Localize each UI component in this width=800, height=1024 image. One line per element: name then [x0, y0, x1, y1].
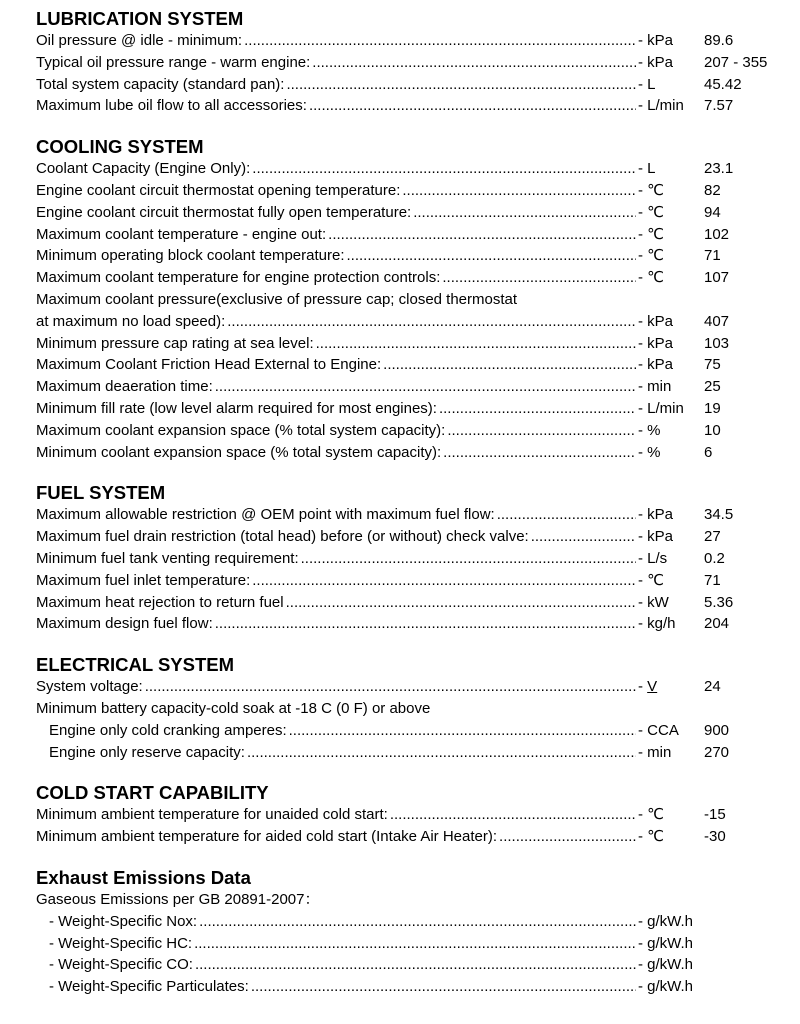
spec-unit: - ℃ [638, 225, 665, 243]
spec-unit: - ℃ [638, 203, 665, 221]
spec-unit: - min [638, 743, 672, 761]
spec-label: Maximum design fuel flow: [36, 615, 213, 633]
spec-label: Maximum fuel inlet temperature: [36, 571, 251, 589]
spec-section [36, 8, 776, 117]
spec-value: 107 [704, 269, 730, 287]
spec-label: Total system capacity (standard pan): [36, 75, 285, 93]
spec-section [36, 136, 776, 463]
spec-label: Maximum lube oil flow to all accessories: [36, 97, 307, 115]
spec-note: Gaseous Emissions per GB 20891-2007： [36, 890, 320, 908]
dot-leader [287, 720, 636, 742]
spec-label: Maximum coolant temperature - engine out: [36, 225, 327, 243]
spec-row [36, 504, 776, 526]
spec-value: 24 [704, 678, 721, 696]
spec-value: 27 [704, 528, 721, 546]
spec-unit: - % [638, 421, 661, 439]
spec-section [36, 867, 776, 998]
spec-label: Maximum allowable restriction @ OEM point with maximum fuel flow: [36, 506, 495, 524]
dot-leader [213, 376, 636, 398]
spec-value: 900 [704, 721, 730, 739]
spec-label: Oil pressure @ idle - minimum: [36, 32, 243, 49]
dot-leader [299, 548, 636, 570]
spec-row [36, 202, 776, 224]
spec-value: 103 [704, 334, 730, 352]
dot-leader [400, 180, 636, 202]
spec-row [36, 570, 776, 592]
dot-leader [284, 592, 636, 614]
spec-label: Minimum ambient temperature for unaided cold start: [36, 806, 388, 824]
spec-label: Minimum pressure cap rating at sea level: [36, 334, 314, 352]
spec-unit: - kW [638, 593, 669, 611]
spec-value: 19 [704, 399, 721, 417]
spec-unit: - kPa [638, 528, 674, 546]
spec-unit: - ℃ [638, 828, 665, 846]
spec-section [36, 482, 776, 635]
spec-note: Maximum coolant pressure(exclusive of pressure cap; closed thermostat [36, 290, 518, 308]
spec-row [36, 420, 776, 442]
spec-label: at maximum no load speed): [36, 312, 226, 330]
spec-label: - Weight-Specific HC: [49, 934, 193, 952]
spec-row [36, 592, 776, 614]
spec-unit: - kPa [638, 506, 674, 524]
spec-label: Minimum operating block coolant temperature: [36, 247, 345, 265]
spec-row [36, 613, 776, 635]
spec-unit: - kPa [638, 334, 674, 352]
spec-note: Minimum battery capacity-cold soak at -18 C (0 F) or above [36, 699, 431, 717]
spec-value: 75 [704, 356, 721, 374]
dot-leader [143, 676, 636, 698]
section-title: LUBRICATION SYSTEM [36, 8, 244, 29]
spec-section [36, 654, 776, 763]
dot-leader [249, 976, 636, 998]
spec-value: 25 [704, 378, 721, 396]
spec-sheet [36, 8, 776, 998]
spec-row [36, 976, 776, 998]
spec-unit: - ℃ [638, 247, 665, 265]
spec-unit: - kPa [638, 356, 674, 374]
section-title: COLD START CAPABILITY [36, 782, 269, 804]
spec-value: 71 [704, 571, 721, 589]
dot-leader [441, 442, 636, 464]
spec-value: 204 [704, 615, 730, 633]
spec-row [36, 720, 776, 742]
spec-value: 207 - 355 [704, 53, 768, 71]
dot-leader [310, 52, 636, 74]
dot-leader [225, 311, 636, 333]
dot-leader [440, 267, 636, 289]
spec-label: Coolant Capacity (Engine Only): [36, 160, 251, 178]
spec-label: Minimum fuel tank venting requirement: [36, 549, 299, 567]
spec-row [36, 676, 776, 698]
spec-unit: - ℃ [638, 181, 665, 199]
spec-unit: - kPa [638, 312, 674, 330]
spec-value: 23.1 [704, 160, 734, 178]
spec-label: Engine coolant circuit thermostat opening temperature: [36, 181, 401, 199]
dot-leader [192, 933, 636, 955]
spec-unit: - min [638, 378, 672, 396]
spec-row [36, 742, 776, 764]
spec-row [36, 911, 776, 933]
spec-value: 82 [704, 181, 721, 199]
spec-label: Maximum heat rejection to return fuel [36, 593, 284, 611]
spec-row [36, 180, 776, 202]
spec-row [36, 158, 776, 180]
spec-label: Engine only reserve capacity: [49, 743, 245, 761]
spec-row [36, 245, 776, 267]
spec-label: Minimum ambient temperature for aided cold start (Intake Air Heater): [36, 828, 498, 846]
spec-unit: - L/min [638, 97, 684, 115]
spec-unit: - CCA [638, 721, 679, 739]
spec-value: 94 [704, 203, 721, 221]
dot-leader [242, 30, 636, 52]
spec-row [36, 74, 776, 96]
dot-leader [213, 613, 636, 635]
spec-value: 34.5 [704, 506, 734, 524]
spec-label: - Weight-Specific Nox: [49, 912, 198, 930]
spec-value: 0.2 [704, 549, 725, 567]
dot-leader [445, 420, 636, 442]
dot-leader [307, 95, 636, 117]
spec-label: Minimum fill rate (low level alarm required for most engines): [36, 399, 437, 417]
dot-leader [314, 333, 636, 355]
spec-value: 6 [704, 443, 713, 461]
section-title: COOLING SYSTEM [36, 136, 204, 158]
spec-unit: - L/s [638, 549, 668, 567]
dot-leader [388, 804, 636, 826]
spec-row [36, 804, 776, 826]
spec-label: - Weight-Specific Particulates: [49, 978, 249, 996]
dot-leader [411, 202, 636, 224]
spec-value: 270 [704, 743, 730, 761]
spec-unit: - ℃ [638, 269, 665, 287]
spec-value: 5.36 [704, 593, 734, 611]
spec-unit: - kg/h [638, 615, 676, 633]
spec-unit: - ℃ [638, 571, 665, 589]
dot-leader [197, 911, 636, 933]
spec-value: 7.57 [704, 97, 734, 115]
spec-label: Minimum coolant expansion space (% total system capacity): [36, 443, 442, 461]
dot-leader [497, 826, 636, 848]
spec-unit: - g/kW.h [638, 956, 694, 974]
spec-unit: - ℃ [638, 806, 665, 824]
dot-leader [250, 570, 636, 592]
spec-section [36, 782, 776, 848]
spec-row [36, 398, 776, 420]
spec-value: -15 [704, 806, 726, 824]
spec-row [36, 311, 776, 333]
spec-value: -30 [704, 828, 726, 846]
dot-leader [437, 398, 636, 420]
spec-row [36, 354, 776, 376]
spec-row [36, 30, 776, 52]
spec-unit: - L [638, 75, 656, 93]
spec-label: Maximum deaeration time: [36, 378, 213, 396]
section-title: Exhaust Emissions Data [36, 866, 251, 888]
spec-value: 89.6 [704, 32, 734, 49]
spec-label: Maximum coolant expansion space (% total system capacity): [36, 421, 446, 439]
section-title: ELECTRICAL SYSTEM [36, 654, 235, 676]
spec-label: Maximum coolant temperature for engine protection controls: [36, 269, 441, 287]
spec-row [36, 52, 776, 74]
dot-leader [381, 354, 636, 376]
spec-row [36, 376, 776, 398]
spec-unit: - g/kW.h [638, 912, 694, 930]
spec-unit: - g/kW.h [638, 978, 694, 996]
section-title: FUEL SYSTEM [36, 482, 166, 504]
spec-row [36, 333, 776, 355]
dot-leader [529, 526, 636, 548]
spec-value: 407 [704, 312, 730, 330]
spec-row [36, 224, 776, 246]
spec-label: - Weight-Specific CO: [49, 956, 193, 974]
spec-label: Engine coolant circuit thermostat fully open temperature: [36, 203, 412, 221]
spec-row [36, 826, 776, 848]
spec-row [36, 548, 776, 570]
spec-unit: - V [638, 678, 658, 696]
dot-leader [326, 224, 636, 246]
spec-label: Maximum Coolant Friction Head External to Engine: [36, 356, 382, 374]
spec-row [36, 933, 776, 955]
dot-leader [344, 245, 636, 267]
dot-leader [284, 74, 636, 96]
spec-unit: - L [638, 160, 656, 178]
spec-value: 71 [704, 247, 721, 265]
spec-unit: - % [638, 443, 661, 461]
spec-label: System voltage: [36, 678, 143, 696]
spec-value: 102 [704, 225, 730, 243]
spec-unit: - g/kW.h [638, 934, 694, 952]
spec-value: 10 [704, 421, 721, 439]
dot-leader [495, 504, 636, 526]
dot-leader [250, 158, 636, 180]
spec-unit: - kPa [638, 53, 674, 71]
spec-row [36, 526, 776, 548]
spec-value: 45.42 [704, 75, 742, 93]
spec-label: Engine only cold cranking amperes: [49, 721, 287, 739]
spec-label: Typical oil pressure range - warm engine: [36, 53, 311, 71]
spec-unit: - L/min [638, 399, 684, 417]
spec-row [36, 442, 776, 464]
spec-unit: - kPa [638, 32, 674, 49]
dot-leader [193, 954, 636, 976]
spec-row [36, 267, 776, 289]
spec-row [36, 954, 776, 976]
dot-leader [245, 742, 636, 764]
spec-row [36, 95, 776, 117]
spec-label: Maximum fuel drain restriction (total head) before (or without) check valve: [36, 528, 529, 546]
